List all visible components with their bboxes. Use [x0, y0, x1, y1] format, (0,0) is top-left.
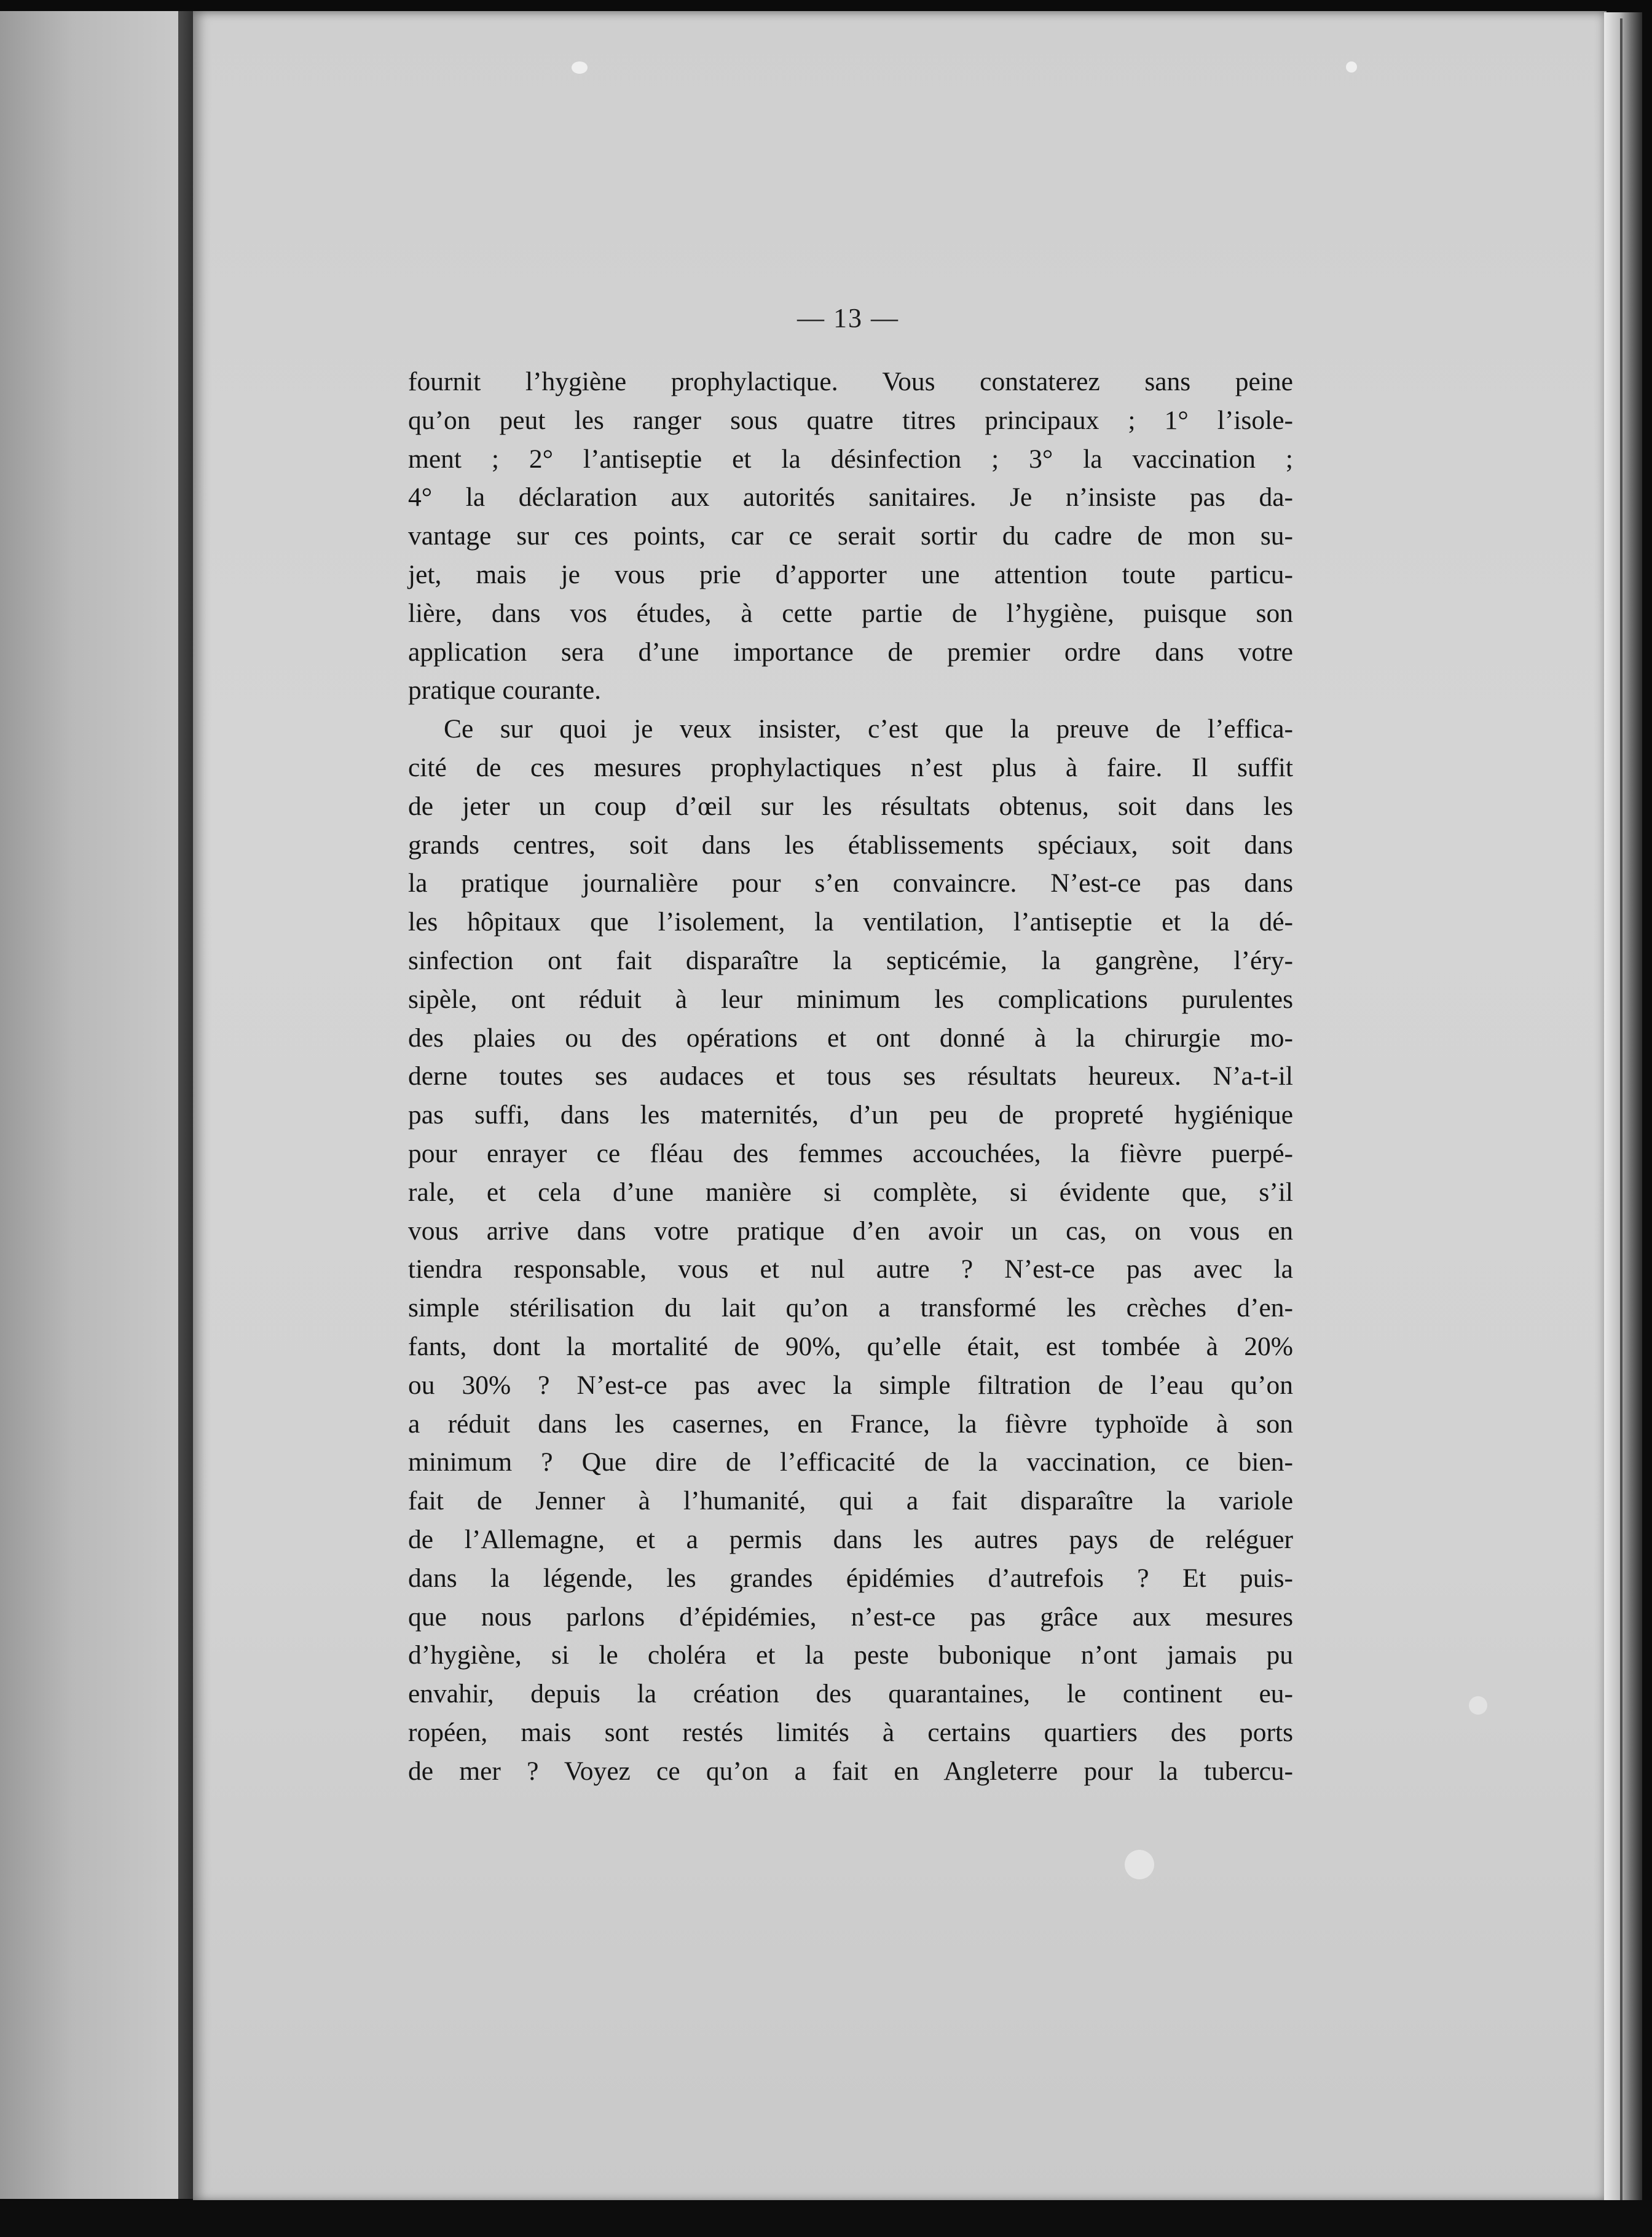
text-line: fants, dont la mortalité de 90%, qu’elle était, est tombée à 20%	[408, 1331, 1293, 1361]
text-line: la pratique journalière pour s’en convaincre. N’est-ce pas dans	[408, 868, 1293, 898]
text-line: de jeter un coup d’œil sur les résultats obtenus, soit dans les	[408, 791, 1293, 821]
body-text	[408, 363, 1293, 1790]
text-line: vantage sur ces points, car ce serait sortir du cadre de mon su-	[408, 521, 1293, 551]
text-line: minimum ? Que dire de l’efficacité de la vaccination, ce bien-	[408, 1447, 1293, 1477]
text-line: ou 30% ? N’est-ce pas avec la simple filtration de l’eau qu’on	[408, 1370, 1293, 1400]
scan-speck	[572, 61, 588, 74]
scan-speck	[1346, 61, 1357, 73]
text-line: des plaies ou des opérations et ont donné à la chirurgie mo-	[408, 1023, 1293, 1053]
text-line: Ce sur quoi je veux insister, c’est que la preuve de l’effica-	[444, 714, 1293, 744]
text-line: pratique courante.	[408, 675, 602, 706]
text-line: envahir, depuis la création des quarantaines, le continent eu-	[408, 1679, 1293, 1709]
page-edge-line	[1620, 18, 1622, 2206]
text-line: fait de Jenner à l’humanité, qui a fait disparaître la variole	[408, 1486, 1293, 1516]
text-line: vous arrive dans votre pratique d’en avoir un cas, on vous en	[408, 1216, 1293, 1246]
text-line: cité de ces mesures prophylactiques n’est plus à faire. Il suffit	[408, 752, 1293, 782]
text-line: tiendra responsable, vous et nul autre ? N’est-ce pas avec la	[408, 1254, 1293, 1284]
text-line: dans la légende, les grandes épidémies d’autrefois ? Et puis-	[408, 1563, 1293, 1593]
paragraph	[408, 710, 1293, 1790]
page-number: — 13 —	[797, 303, 899, 333]
text-line: application sera d’une importance de premier ordre dans votre	[408, 637, 1293, 667]
text-line: ment ; 2° l’antiseptie et la désinfection ; 3° la vaccination ;	[408, 444, 1293, 474]
text-line: de l’Allemagne, et a permis dans les autres pays de reléguer	[408, 1524, 1293, 1554]
text-line: d’hygiène, si le choléra et la peste bubonique n’ont jamais pu	[408, 1640, 1293, 1670]
previous-page-edge	[0, 11, 181, 2199]
scan-speck	[1125, 1850, 1154, 1879]
text-line: rale, et cela d’une manière si complète, si évidente que, s’il	[408, 1177, 1293, 1207]
text-line: derne toutes ses audaces et tous ses résultats heureux. N’a-t-il	[408, 1061, 1293, 1091]
text-line: les hôpitaux que l’isolement, la ventilation, l’antiseptie et la dé-	[408, 907, 1293, 937]
text-line: fournit l’hygiène prophylactique. Vous constaterez sans peine	[408, 367, 1293, 396]
text-line: simple stérilisation du lait qu’on a transformé les crèches d’en-	[408, 1293, 1293, 1323]
scan-bottom-border	[0, 2200, 1652, 2237]
text-line: pas suffi, dans les maternités, d’un peu de propreté hygiénique	[408, 1100, 1293, 1130]
scan-speck	[1469, 1696, 1487, 1715]
text-line: ropéen, mais sont restés limités à certains quartiers des ports	[408, 1717, 1293, 1747]
paragraph	[408, 363, 1293, 710]
page-edges-right	[1604, 12, 1642, 2212]
text-line: sipèle, ont réduit à leur minimum les complications purulentes	[408, 984, 1293, 1014]
text-line: 4° la déclaration aux autorités sanitaires. Je n’insiste pas da-	[408, 482, 1293, 513]
text-line: lière, dans vos études, à cette partie de l’hygiène, puisque son	[408, 598, 1293, 628]
text-line: qu’on peut les ranger sous quatre titres principaux ; 1° l’isole-	[408, 405, 1293, 435]
text-line: sinfection ont fait disparaître la septicémie, la gangrène, l’éry-	[408, 945, 1293, 975]
text-line: jet, mais je vous prie d’apporter une attention toute particu-	[408, 559, 1293, 589]
text-line: que nous parlons d’épidémies, n’est-ce pas grâce aux mesures	[408, 1602, 1293, 1632]
text-line: pour enrayer ce fléau des femmes accouchées, la fièvre puerpé-	[408, 1138, 1293, 1168]
text-line: de mer ? Voyez ce qu’on a fait en Angleterre pour la tubercu-	[408, 1756, 1293, 1786]
text-line: grands centres, soit dans les établissements spéciaux, soit dans	[408, 830, 1293, 860]
text-line: a réduit dans les casernes, en France, la fièvre typhoïde à son	[408, 1409, 1293, 1439]
